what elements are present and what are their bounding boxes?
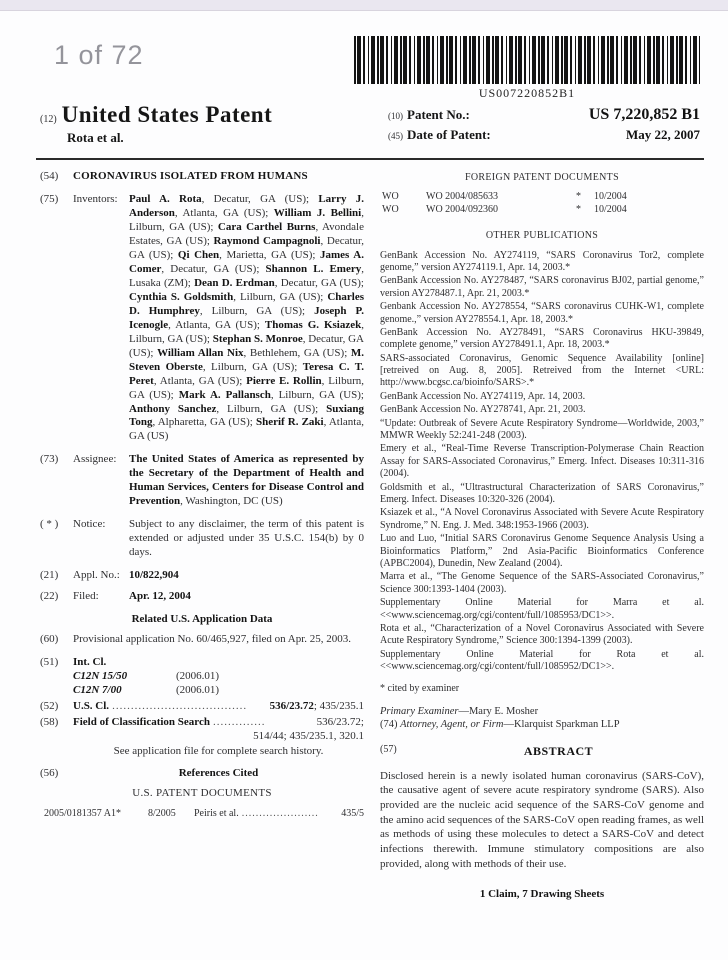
publication-item: Rota et al., “Characterization of a Novel Coronavirus Associated with Severe Acute Respiratory Syndrome,” Science 300:1394-1399 (2003). xyxy=(380,622,704,647)
cited-by-examiner-note: * cited by examiner xyxy=(380,683,460,695)
fos-value-1: 536/23.72; xyxy=(316,715,364,728)
intcl-row xyxy=(73,670,364,684)
inventor-name: Dean D. Erdman xyxy=(194,276,275,289)
publication-item: Genbank Accession No. AY278554, “SARS coronavirus CUHK-W1, complete genome.,” version AY278554.1, Apr. 18, 2003.* xyxy=(380,301,704,325)
foreign-country: WO xyxy=(382,191,399,203)
page-indicator: 1 of 72 xyxy=(54,40,144,70)
inventor-name: William J. Bellini xyxy=(273,206,362,219)
inventor-name: M. Steven Oberste xyxy=(129,346,364,373)
publication-item: GenBank Accession No. AY278487, “SARS coronavirus BJ02, partial genome,” version AY278487.1, Apr. 21, 2003.* xyxy=(380,275,704,299)
header-left xyxy=(40,102,272,146)
inventors-section xyxy=(40,193,364,444)
publication-item: Supplementary Online Material for Rota et al. <<www.sciencemag.org/cgi/content/full/1085952/DC1>>. xyxy=(380,648,704,673)
publications-list xyxy=(380,250,704,674)
inventor-name: James A. Comer xyxy=(129,248,364,275)
header-right xyxy=(388,106,700,146)
inventor-name: Qi Chen xyxy=(177,248,220,261)
related-data-heading: Related U.S. Application Data xyxy=(131,613,273,626)
us-patent-document-row xyxy=(44,808,364,821)
kind-code-number: (12) xyxy=(40,114,57,125)
intcl-version: (2006.01) xyxy=(176,670,220,683)
refs-field-number: (56) xyxy=(40,766,59,779)
patent-header xyxy=(40,102,700,146)
assignee-label: Assignee: xyxy=(73,453,117,466)
us-doc-number: 2005/0181357 A1* xyxy=(44,807,121,819)
uscl-leader-dots: .................................... xyxy=(112,699,248,712)
barcode-label: US007220852B1 xyxy=(478,86,576,100)
foreign-date: 10/2004 xyxy=(594,191,627,203)
foreign-patent-rows xyxy=(380,191,704,216)
publication-item: GenBank Accession No. AY278741, Apr. 21, 2003. xyxy=(380,404,586,416)
fos-field-number: (58) xyxy=(40,715,59,728)
primary-examiner-label: Primary Examiner xyxy=(380,705,459,717)
inventor-name: Charles D. Humphrey xyxy=(129,290,364,317)
inventor-name: Sherif R. Zaki xyxy=(255,416,324,429)
int-cl-section xyxy=(40,656,364,698)
patent-number-label: Patent No.: xyxy=(407,107,470,122)
attorney-value: —Klarquist Sparkman LLP xyxy=(503,718,620,730)
inventors-field-number: (75) xyxy=(40,192,59,205)
foreign-number: WO 2004/085633 xyxy=(426,191,498,203)
barcode-bars-icon xyxy=(354,36,700,84)
abstract-field-number: (57) xyxy=(380,743,397,755)
provisional-field-number: (60) xyxy=(40,633,59,646)
top-strip xyxy=(0,0,728,11)
document-type-title: United States Patent xyxy=(61,102,273,127)
assignee-location: , Washington, DC (US) xyxy=(180,495,283,508)
inventor-name: William Allan Nix xyxy=(157,346,244,359)
attorney-field-number: (74) xyxy=(380,718,398,730)
inventor-name: Cara Carthel Burns xyxy=(217,220,316,233)
publication-item: Luo and Luo, “Initial SARS Coronavirus Genome Sequence Analysis Using a Bioinformatics Platform,” 2nd Asia-Pacific Bioinformatics Conference (APBC2004), Dunedin, New Zealand (2004). xyxy=(380,533,704,569)
filed-label: Filed: xyxy=(73,590,99,603)
two-column-body xyxy=(40,170,704,902)
abstract-heading-row xyxy=(380,744,704,759)
inventor-name: Anthony Sanchez xyxy=(129,402,217,415)
invention-title: CORONAVIRUS ISOLATED FROM HUMANS xyxy=(73,170,308,182)
header-divider xyxy=(36,158,704,160)
publication-item: Marra et al., “The Genome Sequence of the SARS-Associated Coronavirus,” Science 300:1393-1404 (2003). xyxy=(380,571,704,595)
publication-item: Supplementary Online Material for Marra et al. <<www.sciencemag.org/cgi/content/full/1085953/DC1>>. xyxy=(380,597,704,621)
filed-section xyxy=(40,590,364,604)
notice-text: Subject to any disclaimer, the term of this patent is extended or adjusted under 35 U.S.C. 154(b) by 0 days. xyxy=(129,518,364,559)
provisional-section xyxy=(40,633,364,647)
inventor-name: Pierre E. Rollin xyxy=(246,374,322,387)
inventor-name: Cynthia S. Goldsmith xyxy=(129,290,234,303)
fos-leader-dots: .............. xyxy=(212,715,266,728)
assignee-name: The United States of America as represented by the Secretary of the Department of Health and Human Services, Centers for Disease Control and Prevention xyxy=(129,453,364,508)
title-field-number: (54) xyxy=(40,170,59,182)
assignee-field-number: (73) xyxy=(40,453,59,466)
primary-examiner-line xyxy=(380,705,704,718)
us-doc-class: 435/5 xyxy=(341,807,364,819)
fos-note: See application file for complete search history. xyxy=(113,744,324,757)
uscl-value-secondary: ; 435/235.1 xyxy=(313,699,364,712)
inventors-label: Inventors: xyxy=(73,192,118,205)
patent-number-code: (10) xyxy=(388,111,403,121)
foreign-patent-row xyxy=(382,191,704,203)
foreign-date: 10/2004 xyxy=(594,203,627,215)
patent-date-value: May 22, 2007 xyxy=(625,127,700,142)
publication-item: GenBank Accession No. AY278491, “SARS Coronavirus HKU-39849, complete genome,” version AY278491.1, Apr. 18, 2003.* xyxy=(380,326,704,351)
patent-date-code: (45) xyxy=(388,131,403,141)
foreign-flag: * xyxy=(576,203,581,215)
intcl-code: C12N 15/50 xyxy=(73,670,128,683)
intcl-version: (2006.01) xyxy=(176,684,220,696)
fos-value-2: 514/44; 435/235.1, 320.1 xyxy=(253,729,364,742)
notice-section xyxy=(40,518,364,560)
abstract-text: Disclosed herein is a newly isolated human coronavirus (SARS-CoV), the causative agent of severe acute respiratory syndrome (SARS). Also provided are the nucleic acid sequence of the SARS-CoV genome and the amino acid sequences of the SARS-CoV open reading frames, as well as methods of using these molecules to detect a SARS-CoV and detect infections therewith. Immune stimulatory compositions are also provided, along with methods of their use. xyxy=(380,769,704,870)
us-doc-leader-dots: ...................... xyxy=(241,807,319,819)
publication-item: GenBank Accession No. AY274119, Apr. 14, 2003. xyxy=(380,390,586,402)
publication-item: “Update: Outbreak of Severe Acute Respiratory Syndrome—Worldwide, 2003,” MMWR Weekly 52:241-248 (2003). xyxy=(380,417,704,442)
title-section xyxy=(40,170,364,184)
appl-field-number: (21) xyxy=(40,569,59,582)
intcl-row xyxy=(73,684,364,698)
patent-date-row xyxy=(388,127,700,143)
field-of-search-section xyxy=(40,716,364,759)
primary-examiner-value: —Mary E. Mosher xyxy=(458,705,539,717)
inventors-text: Paul A. Rota, Decatur, GA (US); Larry J. Anderson, Atlanta, GA (US); William J. Bellini, Lilburn, GA (US); Cara Carthel Burns, Avondale Estates, GA (US); Raymond Campagnoli, Decatur, GA (US); Qi Chen, Marietta, GA (US); James A. Comer, Decatur, GA (US); Shannon L. Emery, Lusaka (ZM); Dean D. Erdman, Decatur, GA (US); Cynthia S. Goldsmith, Lilburn, GA (US); Charles D. Humphrey, Lilburn, GA (US); Joseph P. Icenogle, Atlanta, GA (US); Thomas G. Ksiazek, Lilburn, GA (US); Stephan S. Monroe, Decatur, GA (US); William Allan Nix, Bethlehem, GA (US); M. Steven Oberste, Lilburn, GA (US); Teresa C. T. Peret, Atlanta, GA (US); Pierre E. Rollin, Lilburn, GA (US); Mark A. Pallansch, Lilburn, GA (US); Anthony Sanchez, Lilburn, GA (US); Suxiang Tong, Alpharetta, GA (US); Sherif R. Zaki, Atlanta, GA (US) xyxy=(129,192,364,443)
patent-date-label: Date of Patent: xyxy=(407,127,491,142)
inventor-name: Teresa C. T. Peret xyxy=(129,360,364,387)
foreign-flag: * xyxy=(576,191,581,203)
publication-item: Ksiazek et al., “A Novel Coronavirus Associated with Severe Acute Respiratory Syndrome,” N. Eng. J. Med. 348:1953-1966 (2003). xyxy=(380,507,704,531)
barcode xyxy=(354,36,700,101)
publication-item: SARS-associated Coronavirus, Genomic Sequence Availability [online] [retreived on Aug. 8, 2005]. Retreived from the Internet <URL: http://www.bcgsc.ca/bioinfo/SARS>.* xyxy=(380,352,704,389)
appl-value: 10/822,904 xyxy=(129,569,179,582)
inventor-name: Paul A. Rota xyxy=(129,192,202,205)
assignee-section xyxy=(40,453,364,509)
intcl-field-number: (51) xyxy=(40,656,59,669)
references-cited-heading: References Cited xyxy=(178,766,259,779)
us-cl-section xyxy=(40,700,364,714)
inventor-name: Stephan S. Monroe xyxy=(212,332,303,345)
uscl-value-primary: 536/23.72 xyxy=(269,699,314,712)
notice-field-number: ( * ) xyxy=(40,518,59,531)
inventor-short-name: Rota et al. xyxy=(67,130,124,145)
other-publications-heading: OTHER PUBLICATIONS xyxy=(485,230,599,242)
left-column xyxy=(40,170,364,902)
filed-field-number: (22) xyxy=(40,590,59,603)
references-cited-section xyxy=(40,767,364,781)
foreign-patent-row xyxy=(382,204,704,216)
publication-item: Emery et al., “Real-Time Reverse Transcription-Polymerase Chain Reaction Assay for SARS-Associated Coronavirus,” Emerg. Infect. Diseases 10:311-316 (2004). xyxy=(380,443,704,480)
inventor-name: Shannon L. Emery xyxy=(265,262,362,275)
publication-item: Goldsmith et al., “Ultrastructural Characterization of SARS Coronavirus,” Emerg. Infect. Diseases 10:320-326 (2004). xyxy=(380,481,704,505)
assignee-text xyxy=(129,453,364,509)
publication-item: GenBank Accession No. AY274119, “SARS Coronavirus Tor2, complete genome,” version AY274119.1, Apr. 14, 2003.* xyxy=(380,249,704,273)
inventor-name: Mark A. Pallansch xyxy=(178,388,271,401)
inventor-name: Larry J. Anderson xyxy=(129,192,364,219)
claims-drawing-note: 1 Claim, 7 Drawing Sheets xyxy=(479,888,605,901)
inventor-name: Joseph P. Icenogle xyxy=(129,304,364,331)
foreign-country: WO xyxy=(382,203,399,215)
intcl-code: C12N 7/00 xyxy=(73,684,122,696)
uscl-field-number: (52) xyxy=(40,699,59,712)
filed-value: Apr. 12, 2004 xyxy=(129,590,191,603)
us-doc-date: 8/2005 xyxy=(148,807,176,819)
inventor-name: Raymond Campagnoli xyxy=(213,234,321,247)
foreign-number: WO 2004/092360 xyxy=(426,203,498,215)
inventor-name: Thomas G. Ksiazek xyxy=(264,318,362,331)
notice-label: Notice: xyxy=(73,518,106,531)
inventor-name: Suxiang Tong xyxy=(129,402,364,429)
intcl-label: Int. Cl. xyxy=(73,656,107,669)
us-patent-documents-heading: U.S. PATENT DOCUMENTS xyxy=(132,786,272,799)
attorney-line xyxy=(380,718,704,731)
foreign-patents-heading: FOREIGN PATENT DOCUMENTS xyxy=(465,172,619,183)
right-column xyxy=(380,170,704,902)
abstract-heading: ABSTRACT xyxy=(523,743,594,758)
appl-label: Appl. No.: xyxy=(73,569,120,582)
intcl-rows xyxy=(73,670,364,698)
us-doc-name: Peiris et al. xyxy=(194,807,239,819)
attorney-label: Attorney, Agent, or Firm xyxy=(400,718,504,730)
provisional-text: Provisional application No. 60/465,927, filed on Apr. 25, 2003. xyxy=(73,633,352,646)
uscl-label: U.S. Cl. xyxy=(73,699,110,712)
patent-number-row xyxy=(388,106,700,124)
application-number-section xyxy=(40,569,364,583)
patent-number-value: US 7,220,852 B1 xyxy=(588,106,700,123)
fos-label: Field of Classification Search xyxy=(73,715,210,728)
